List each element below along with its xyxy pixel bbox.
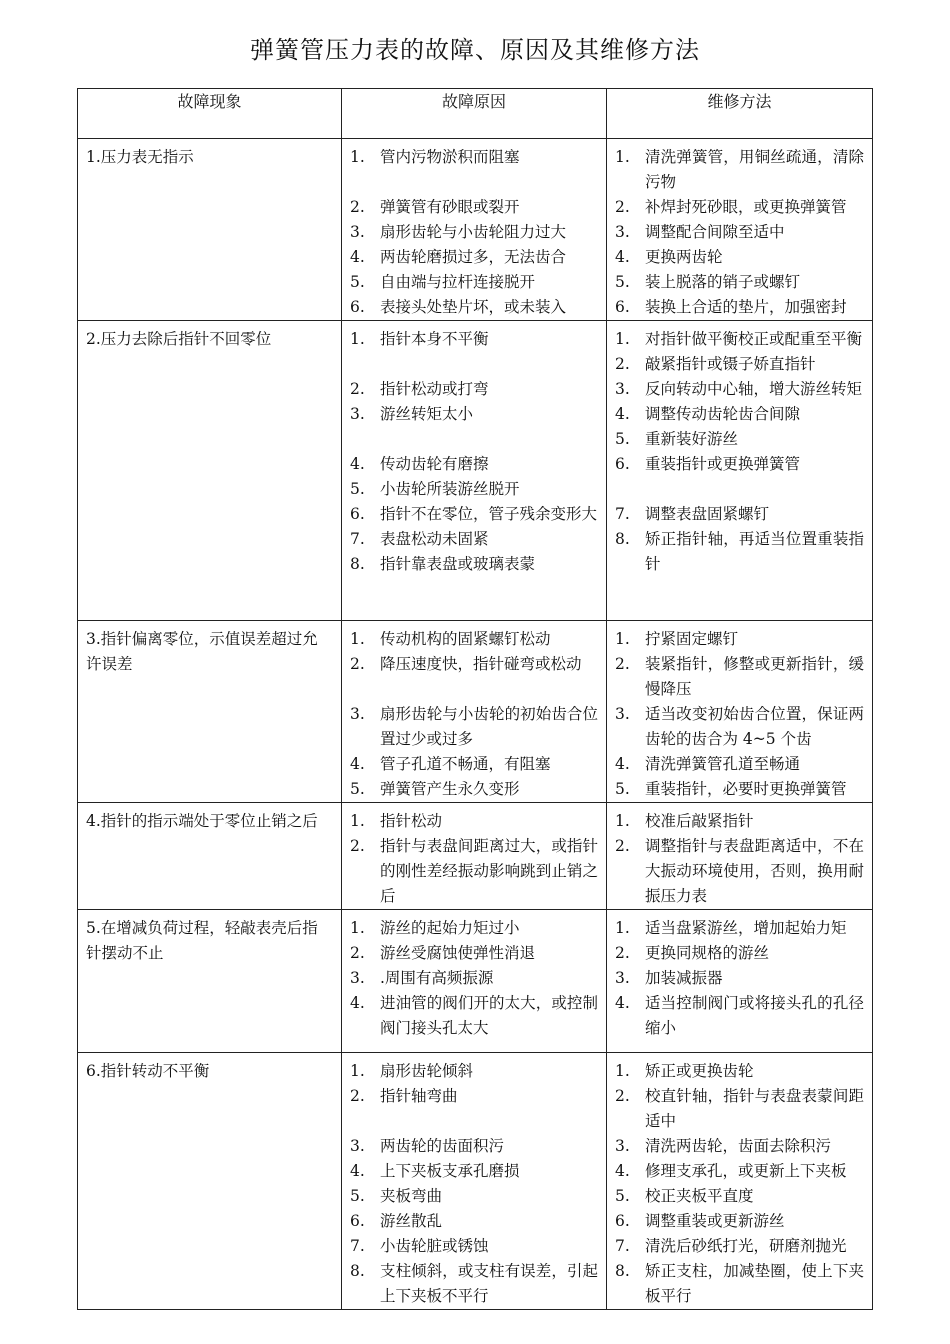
cause-cell [342, 321, 607, 621]
list-item [615, 527, 864, 577]
item-text: 补焊封死砂眼，或更换弹簧管 [645, 198, 847, 216]
header-fix: 维修方法 [607, 89, 873, 139]
table-row [78, 621, 873, 803]
item-number: 3. [350, 405, 365, 423]
item-number: 3. [615, 223, 630, 241]
list-item [615, 1059, 864, 1084]
cause-list [342, 321, 606, 577]
item-number: 1. [350, 919, 365, 937]
item-number: 7. [615, 505, 630, 523]
fix-list [607, 139, 872, 320]
item-text: 修理支承孔，或更新上下夹板 [645, 1162, 847, 1180]
item-text: 校直针轴，指针与表盘表蒙间距适中 [645, 1087, 864, 1130]
item-number: 7. [350, 1237, 365, 1255]
symptom-cell: 3.指针偏离零位，示值误差超过允许误差 [78, 621, 342, 803]
table-row [78, 139, 873, 321]
item-text: 对指针做平衡校正或配重至平衡 [645, 330, 863, 348]
item-number: 1. [615, 919, 630, 937]
item-number: 7. [615, 1237, 630, 1255]
list-item [350, 145, 598, 170]
symptom-cell: 2.压力去除后指针不回零位 [78, 321, 342, 621]
item-text: 指针靠表盘或玻璃表蒙 [380, 555, 536, 573]
list-item [350, 402, 598, 427]
list-item [350, 327, 598, 352]
item-text: 指针与表盘间距离过大，或指针的刚性差经振动影响跳到止销之后 [380, 837, 598, 905]
list-item [350, 1209, 598, 1234]
list-item [350, 677, 598, 702]
list-item [350, 1259, 598, 1309]
list-item [615, 752, 864, 777]
list-item [350, 245, 598, 270]
list-item [615, 834, 864, 909]
item-text: 上下夹板支承孔磨损 [380, 1162, 520, 1180]
item-number: 5. [350, 780, 365, 798]
list-item [615, 1134, 864, 1159]
item-text: 反向转动中心轴，增大游丝转矩 [645, 380, 863, 398]
fix-list [607, 1053, 872, 1309]
item-number: 8. [350, 555, 365, 573]
item-number: 1. [615, 1062, 630, 1080]
item-number: 4. [350, 248, 365, 266]
item-number: 2. [615, 355, 630, 373]
item-number: 4. [615, 1162, 630, 1180]
fix-list [607, 621, 872, 802]
list-item [350, 527, 598, 552]
fix-cell [607, 621, 873, 803]
list-item [615, 627, 864, 652]
item-number: 3. [350, 705, 365, 723]
item-text [380, 352, 598, 377]
item-text [380, 1109, 598, 1134]
fix-cell [607, 910, 873, 1053]
item-number: 8. [615, 1262, 630, 1280]
list-item [615, 427, 864, 452]
list-item [615, 1184, 864, 1209]
table-row [78, 321, 873, 621]
fix-cell [607, 321, 873, 621]
list-item [615, 352, 864, 377]
cause-cell [342, 139, 607, 321]
table-body [78, 139, 873, 1310]
item-text: 重新装好游丝 [645, 430, 739, 448]
item-number: 5. [350, 480, 365, 498]
item-text [380, 170, 598, 195]
item-text: 清洗两齿轮，齿面去除积污 [645, 1137, 832, 1155]
header-cause: 故障原因 [342, 89, 607, 139]
item-text: 指针松动或打弯 [380, 380, 489, 398]
item-number: 1. [615, 812, 630, 830]
list-item [350, 916, 598, 941]
table-row [78, 803, 873, 910]
item-text: 调整传动齿轮齿合间隙 [645, 405, 801, 423]
cause-cell [342, 910, 607, 1053]
item-text: 弹簧管产生永久变形 [380, 780, 520, 798]
item-number: 3. [350, 1137, 365, 1155]
fix-list [607, 321, 872, 577]
list-item [615, 145, 864, 195]
item-text: 更换两齿轮 [645, 248, 723, 266]
item-number: 3. [615, 705, 630, 723]
item-number: 8. [350, 1262, 365, 1280]
item-text: 调整重装或更新游丝 [645, 1212, 785, 1230]
list-item [350, 1059, 598, 1084]
list-item [350, 377, 598, 402]
item-number: 1. [615, 330, 630, 348]
list-item [615, 327, 864, 352]
item-number [350, 170, 380, 195]
list-item [350, 652, 598, 677]
list-item [615, 809, 864, 834]
item-number: 6. [350, 298, 365, 316]
header-symptom: 故障现象 [78, 89, 342, 139]
list-item [350, 220, 598, 245]
list-item [615, 652, 864, 702]
list-item [615, 295, 864, 320]
item-number: 2. [350, 837, 365, 855]
cause-list [342, 621, 606, 802]
list-item [350, 991, 598, 1041]
cause-list [342, 139, 606, 320]
item-number: 3. [615, 969, 630, 987]
item-number: 7. [350, 530, 365, 548]
list-item [350, 352, 598, 377]
list-item [615, 270, 864, 295]
list-item [350, 270, 598, 295]
list-item [350, 1184, 598, 1209]
list-item [350, 1084, 598, 1109]
item-text: 适当盘紧游丝，增加起始力矩 [645, 919, 847, 937]
item-text: 敲紧指针或镊子娇直指针 [645, 355, 816, 373]
list-item [350, 477, 598, 502]
list-item [350, 1234, 598, 1259]
item-number: 5. [615, 780, 630, 798]
item-number: 4. [615, 248, 630, 266]
item-text: 传动机构的固紧螺钉松动 [380, 630, 551, 648]
item-number: 6. [350, 505, 365, 523]
list-item [350, 941, 598, 966]
list-item [615, 402, 864, 427]
item-number: 1. [350, 148, 365, 166]
item-number: 5. [615, 273, 630, 291]
item-text: 两齿轮磨损过多，无法齿合 [380, 248, 567, 266]
item-number: 6. [615, 1212, 630, 1230]
item-number: 2. [615, 655, 630, 673]
item-text: 指针轴弯曲 [380, 1087, 458, 1105]
list-item [615, 220, 864, 245]
item-number: 2. [615, 1087, 630, 1105]
list-item [350, 627, 598, 652]
item-number: 3. [615, 380, 630, 398]
item-text: 矫正或更换齿轮 [645, 1062, 754, 1080]
item-text: 降压速度快，指针碰弯或松动 [380, 655, 582, 673]
item-text: 指针松动 [380, 812, 443, 830]
item-number: 3. [615, 1137, 630, 1155]
item-text: 适当控制阀门或将接头孔的孔径缩小 [645, 994, 864, 1037]
list-item [350, 295, 598, 320]
item-number: 2. [615, 837, 630, 855]
list-item [615, 916, 864, 941]
item-text: 装紧指针，修整或更新指针，缓慢降压 [645, 655, 864, 698]
item-text: 校准后敲紧指针 [645, 812, 754, 830]
list-item [615, 477, 864, 502]
item-text: 游丝的起始力矩过小 [380, 919, 520, 937]
item-number: 5. [615, 1187, 630, 1205]
item-text: 指针本身不平衡 [380, 330, 489, 348]
list-item [350, 502, 598, 527]
item-text: 弹簧管有砂眼或裂开 [380, 198, 520, 216]
list-item [615, 777, 864, 802]
cause-cell [342, 803, 607, 910]
cause-cell [342, 621, 607, 803]
item-text: .周围有高频振源 [380, 969, 494, 987]
cause-list [342, 803, 606, 909]
item-number: 6. [350, 1212, 365, 1230]
item-number: 1. [350, 630, 365, 648]
item-text: 重装指针或更换弹簧管 [645, 455, 801, 473]
symptom-cell: 1.压力表无指示 [78, 139, 342, 321]
item-text: 进油管的阀们开的太大，或控制阀门接头孔太大 [380, 994, 598, 1037]
list-item [350, 752, 598, 777]
item-text: 扇形齿轮与小齿轮阻力过大 [380, 223, 567, 241]
item-text: 小齿轮所装游丝脱开 [380, 480, 520, 498]
list-item [615, 1234, 864, 1259]
list-item [350, 1134, 598, 1159]
list-item [350, 702, 598, 752]
item-text: 拧紧固定螺钉 [645, 630, 739, 648]
item-number: 2. [350, 380, 365, 398]
list-item [615, 991, 864, 1041]
item-text: 加装减振器 [645, 969, 723, 987]
item-number: 1. [615, 630, 630, 648]
item-text: 管子孔道不畅通，有阻塞 [380, 755, 551, 773]
fix-cell [607, 803, 873, 910]
item-text: 清洗弹簧管，用铜丝疏通，清除污物 [645, 148, 864, 191]
item-text: 装上脱落的销子或螺钉 [645, 273, 801, 291]
item-text: 扇形齿轮与小齿轮的初始齿合位置过少或过多 [380, 705, 598, 748]
item-text: 支柱倾斜，或支柱有误差，引起上下夹板不平行 [380, 1262, 598, 1305]
item-number: 4. [615, 405, 630, 423]
list-item [350, 1109, 598, 1134]
item-number: 2. [350, 944, 365, 962]
table-row [78, 910, 873, 1053]
item-text: 表接头处垫片坏，或未装入 [380, 298, 567, 316]
item-number [350, 427, 380, 452]
list-item [615, 377, 864, 402]
item-number: 4. [350, 994, 365, 1012]
fault-table [77, 88, 873, 1310]
item-text: 扇形齿轮倾斜 [380, 1062, 474, 1080]
list-item [615, 245, 864, 270]
page-title: 弹簧管压力表的故障、原因及其维修方法 [250, 36, 700, 64]
symptom-cell: 5.在增减负荷过程，轻敲表壳后指针摆动不止 [78, 910, 342, 1053]
list-item [615, 941, 864, 966]
item-text: 游丝受腐蚀使弹性消退 [380, 944, 536, 962]
list-item [615, 1159, 864, 1184]
item-text: 清洗后砂纸打光，研磨剂抛光 [645, 1237, 847, 1255]
fix-cell [607, 1053, 873, 1310]
item-text: 清洗弹簧管孔道至畅通 [645, 755, 801, 773]
item-number: 2. [350, 655, 365, 673]
list-item [350, 1159, 598, 1184]
list-item [350, 170, 598, 195]
list-item [615, 195, 864, 220]
item-number: 6. [615, 298, 630, 316]
item-text: 适当改变初始齿合位置，保证两齿轮的齿合为 4~5 个齿 [645, 705, 864, 748]
item-number: 3. [350, 223, 365, 241]
item-text [380, 677, 598, 702]
item-text: 矫正指针轴，再适当位置重装指针 [645, 530, 864, 573]
list-item [350, 195, 598, 220]
list-item [615, 1209, 864, 1234]
table-row [78, 1053, 873, 1310]
item-text: 管内污物淤积而阻塞 [380, 148, 520, 166]
item-text [645, 477, 864, 502]
symptom-cell: 4.指针的指示端处于零位止销之后 [78, 803, 342, 910]
item-text: 指针不在零位，管子残余变形大 [380, 505, 598, 523]
item-text: 调整表盘固紧螺钉 [645, 505, 770, 523]
cause-list [342, 1053, 606, 1309]
item-text: 表盘松动未固紧 [380, 530, 489, 548]
item-number: 4. [350, 455, 365, 473]
item-text: 调整配合间隙至适中 [645, 223, 785, 241]
list-item [615, 966, 864, 991]
item-number: 8. [615, 530, 630, 548]
item-text [380, 427, 598, 452]
item-number [350, 677, 380, 702]
list-item [615, 702, 864, 752]
item-number: 2. [615, 944, 630, 962]
item-number: 5. [350, 1187, 365, 1205]
item-text: 矫正支柱，加减垫圈，使上下夹板平行 [645, 1262, 864, 1305]
list-item [615, 1084, 864, 1134]
list-item [350, 809, 598, 834]
item-number: 2. [615, 198, 630, 216]
item-number: 4. [615, 994, 630, 1012]
item-text: 自由端与拉杆连接脱开 [380, 273, 536, 291]
cause-list [342, 910, 606, 1041]
item-number: 4. [350, 1162, 365, 1180]
item-text: 夹板弯曲 [380, 1187, 443, 1205]
item-number: 4. [350, 755, 365, 773]
list-item [615, 1259, 864, 1309]
item-text: 调整指针与表盘距离适中，不在大振动环境使用，否则，换用耐振压力表 [645, 837, 864, 905]
list-item [350, 427, 598, 452]
item-number: 2. [350, 198, 365, 216]
item-text: 重装指针，必要时更换弹簧管 [645, 780, 847, 798]
item-text: 传动齿轮有磨擦 [380, 455, 489, 473]
item-text: 小齿轮脏或锈蚀 [380, 1237, 489, 1255]
item-number [615, 477, 645, 502]
item-number: 4. [615, 755, 630, 773]
item-number: 1. [350, 1062, 365, 1080]
item-text: 更换同规格的游丝 [645, 944, 770, 962]
item-number [350, 352, 380, 377]
item-number: 6. [615, 455, 630, 473]
item-number: 1. [615, 148, 630, 166]
item-number [350, 1109, 380, 1134]
item-number: 2. [350, 1087, 365, 1105]
item-text: 游丝散乱 [380, 1212, 443, 1230]
item-text: 装换上合适的垫片，加强密封 [645, 298, 847, 316]
list-item [615, 502, 864, 527]
list-item [350, 834, 598, 909]
cause-cell [342, 1053, 607, 1310]
list-item [350, 552, 598, 577]
symptom-cell: 6.指针转动不平衡 [78, 1053, 342, 1310]
list-item [615, 452, 864, 477]
item-number: 5. [350, 273, 365, 291]
item-number: 5. [615, 430, 630, 448]
list-item [350, 452, 598, 477]
item-text: 两齿轮的齿面积污 [380, 1137, 505, 1155]
fix-cell [607, 139, 873, 321]
list-item [350, 966, 598, 991]
list-item [350, 777, 598, 802]
item-number: 1. [350, 812, 365, 830]
item-number: 3. [350, 969, 365, 987]
item-text: 游丝转矩太小 [380, 405, 474, 423]
fix-list [607, 910, 872, 1041]
item-number: 1. [350, 330, 365, 348]
table-header-row [78, 89, 873, 139]
fix-list [607, 803, 872, 909]
item-text: 校正夹板平直度 [645, 1187, 754, 1205]
